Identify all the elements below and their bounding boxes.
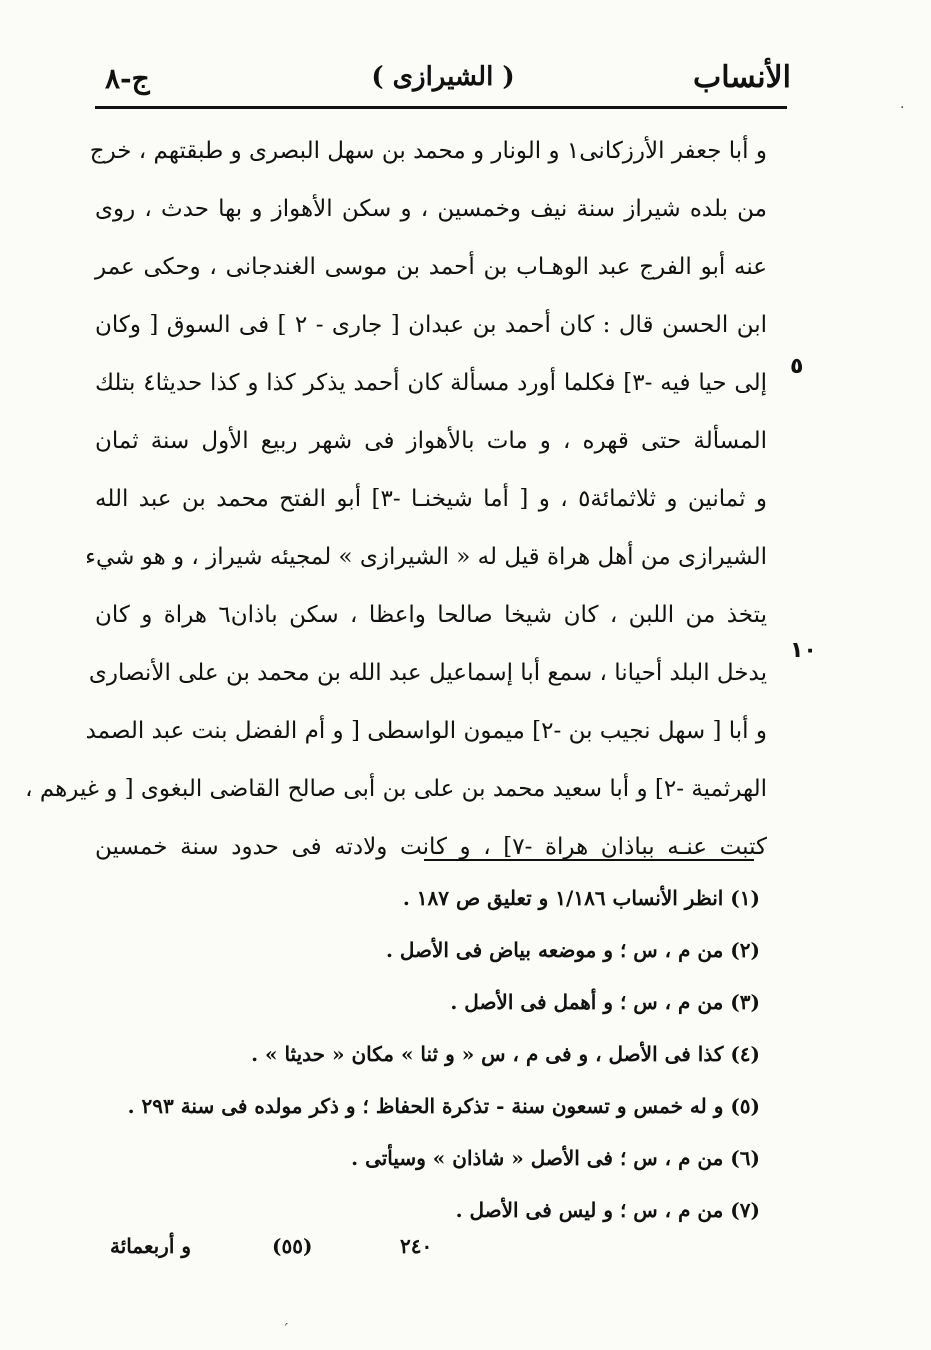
running-header (95, 56, 791, 100)
footnotes (95, 872, 760, 1236)
footnote: (٣) من م ، س ؛ و أهمل فى الأصل . (450, 990, 760, 1014)
text-line: من بلده شيراز سنة نيف وخمسين ، و سكن الأهواز و بها حدث ، روى (95, 196, 767, 222)
volume-number: ج-٨ (105, 62, 150, 95)
footnote: (٢) من م ، س ؛ و موضعه بياض فى الأصل . (385, 938, 760, 962)
running-head-title: الأنساب (693, 60, 791, 95)
line-number-marker: ٥ (790, 354, 804, 379)
text-line: يدخل البلد أحيانا ، سمع أبا إسماعيل عبد الله بن محمد بن على الأنصارى (88, 660, 767, 686)
running-head-section: ( الشيرازى ) (371, 62, 515, 92)
text-line: و أبا [ سهل نجيب بن -٢] ميمون الواسطى [ و أم الفضل بنت عبد الصمد (85, 718, 767, 744)
scan-speck: ´ (282, 1322, 289, 1338)
footnote: (٦) من م ، س ؛ فى الأصل « شاذان » وسيأتى . (351, 1146, 760, 1170)
signature-mark: (٥٥) (272, 1234, 313, 1258)
catchword: و أربعمائة (110, 1234, 191, 1258)
footnote: (٧) من م ، س ؛ و ليس فى الأصل . (455, 1198, 760, 1222)
page-number: ٢٤٠ (400, 1234, 433, 1258)
footnote: (٥) و له خمس و تسعون سنة - تذكرة الحفاظ ؛ و ذكر مولده فى سنة ٢٩٣ . (127, 1094, 760, 1118)
line-number-marker: ١٠ (790, 638, 817, 663)
text-line: كتبت عنـه بباذان هراة -٧] ، و كانت ولادته فى حدود سنة خمسين (95, 834, 767, 860)
text-line: و ثمانين و ثلاثمائة٥ ، و [ أما شيخنـا -٣] أبو الفتح محمد بن عبد الله (95, 486, 767, 512)
page-footer (100, 1234, 500, 1270)
footnote-rule (424, 859, 754, 861)
text-line: ابن الحسن قال : كان أحمد بن عبدان [ جارى - ٢ ] فى السوق [ وكان (95, 312, 767, 338)
scan-speck: · (900, 100, 905, 116)
text-line: يتخذ من اللبن ، كان شيخا صالحا واعظا ، سكن باذان٦ هراة و كان (95, 602, 767, 628)
text-line: الهرثمية -٢] و أبا سعيد محمد بن على بن أبى صالح القاضى البغوى [ و غيرهم ، (25, 776, 767, 802)
text-line: و أبا جعفر الأرزكانى١ و الونار و محمد بن سهل البصرى و طبقتهم ، خرج (89, 138, 767, 164)
footnote: (١) انظر الأنساب ١/١٨٦ و تعليق ص ١٨٧ . (402, 886, 760, 910)
text-line: إلى حيا فيه -٣] فكلما أورد مسألة كان أحمد يذكر كذا و كذا حديثا٤ بتلك (95, 370, 767, 396)
header-rule (95, 106, 787, 109)
text-line: عنه أبو الفرج عبد الوهـاب بن أحمد بن موسى الغندجانى ، وحكى عمر (95, 254, 767, 280)
text-line: الشيرازى من أهل هراة قيل له « الشيرازى » لمجيئه شيراز ، و هو شيء (85, 544, 767, 570)
text-line: المسألة حتى قهره ، و مات بالأهواز فى شهر ربيع الأول سنة ثمان (95, 428, 767, 454)
footnote: (٤) كذا فى الأصل ، و فى م ، س « و ثنا » مكان « حديثا » . (251, 1042, 760, 1066)
main-text (25, 122, 767, 876)
